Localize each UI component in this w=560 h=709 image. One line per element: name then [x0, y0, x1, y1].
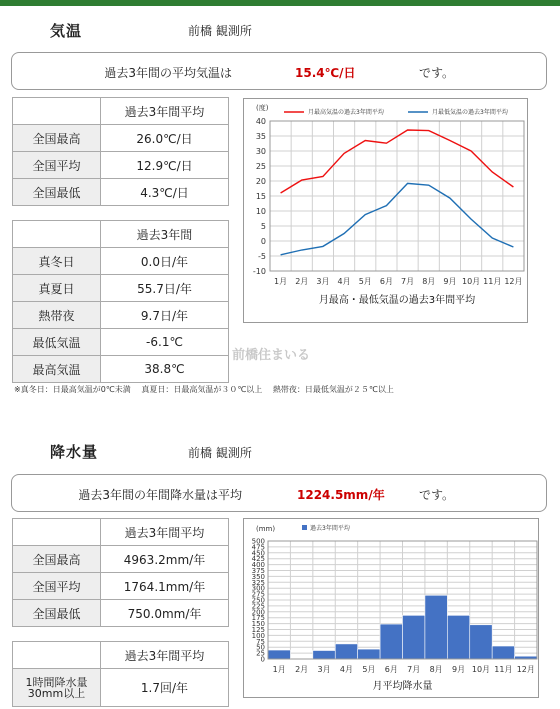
table-row-value: 1.7回/年	[101, 669, 229, 707]
bar	[425, 595, 447, 659]
x-tick-label: 6月	[379, 277, 393, 286]
bar	[335, 644, 357, 659]
x-tick-label: 8月	[422, 277, 436, 286]
y-tick-label: 10	[255, 207, 266, 216]
rainfall-bar-chart	[243, 518, 539, 698]
temperature-summary-value: 15.4℃/日	[295, 66, 356, 80]
y-tick-label: 325	[251, 578, 265, 587]
table-row-value: -6.1℃	[101, 329, 229, 356]
table-row-label: 全国平均	[13, 573, 101, 600]
legend-label: 月最高気温の過去3年間平均	[308, 109, 384, 116]
y-tick-label: 450	[251, 549, 265, 558]
table-row-value: 9.7日/年	[101, 302, 229, 329]
table-row-value: 1764.1mm/年	[101, 573, 229, 600]
bar	[313, 651, 335, 659]
temperature-footnote: ※真冬日：日最高気温が0℃未満 真夏日：日最高気温が３０℃以上 熱帯夜：日最低気温が２５℃以上	[14, 385, 394, 394]
rainfall-heavy-table	[12, 641, 229, 707]
x-tick-label: 3月	[317, 665, 331, 674]
y-tick-label: 500	[251, 537, 265, 546]
x-tick-label: 12月	[516, 665, 535, 674]
temperature-average-table-header: 過去3年間平均	[101, 98, 229, 125]
top-accent-bar	[0, 0, 560, 6]
temperature-summary-suffix: です。	[419, 66, 455, 80]
y-tick-label: 300	[251, 584, 265, 593]
y-tick-label: 425	[251, 555, 265, 564]
x-tick-label: 6月	[384, 665, 398, 674]
table-row-label: 真冬日	[13, 248, 101, 275]
x-tick-label: 8月	[429, 665, 443, 674]
y-tick-label: 100	[251, 631, 265, 640]
rainfall-summary-label: 過去3年間の年間降水量は平均	[78, 488, 242, 502]
rainfall-section-title: 降水量	[50, 443, 99, 461]
bar	[470, 625, 492, 659]
bar	[492, 646, 514, 659]
table-row-label: 全国最高	[13, 546, 101, 573]
y-tick-label: 150	[251, 620, 265, 629]
y-tick-label: 275	[251, 590, 265, 599]
x-tick-label: 2月	[295, 277, 309, 286]
table-row-value: 0.0日/年	[101, 248, 229, 275]
y-tick-label: 200	[251, 608, 265, 617]
y-tick-label: 375	[251, 567, 265, 575]
bar	[403, 615, 425, 659]
table-row-label: 全国平均	[13, 152, 101, 179]
y-tick-label: 50	[256, 643, 265, 652]
y-tick-label: 250	[251, 596, 265, 605]
table-row-value: 26.0℃/日	[101, 125, 229, 152]
table-row-label: 真夏日	[13, 275, 101, 302]
x-tick-label: 2月	[295, 665, 309, 674]
temperature-summary-label: 過去3年間の平均気温は	[104, 66, 232, 80]
table-row-value: 750.0mm/年	[101, 600, 229, 627]
x-tick-label: 10月	[461, 277, 481, 286]
x-tick-label: 12月	[504, 277, 523, 286]
table-row-value: 12.9℃/日	[101, 152, 229, 179]
y-tick-label: 30	[255, 147, 266, 156]
bar	[447, 615, 469, 659]
y-tick-label: -5	[258, 252, 266, 261]
rainfall-chart-svg	[244, 519, 540, 699]
y-tick-label: 15	[255, 192, 266, 201]
temperature-line-chart	[243, 98, 528, 323]
x-tick-label: 4月	[339, 665, 354, 674]
y-tick-label: 400	[251, 561, 265, 570]
y-tick-label: -10	[252, 267, 266, 276]
x-tick-label: 1月	[272, 665, 286, 674]
legend-swatch	[302, 525, 307, 530]
table-row-value: 4.3℃/日	[101, 179, 229, 206]
y-tick-label: 175	[251, 614, 265, 623]
x-tick-label: 3月	[316, 277, 330, 286]
x-tick-label: 5月	[362, 665, 376, 674]
y-tick-label: 350	[251, 572, 265, 581]
y-tick-label: 25	[255, 162, 266, 171]
x-tick-label: 9月	[443, 277, 457, 286]
temperature-section-title: 気温	[50, 22, 83, 40]
table-row-label: 熱帯夜	[13, 302, 101, 329]
y-axis-unit: (度)	[256, 104, 269, 112]
y-tick-label: 5	[260, 222, 266, 231]
y-tick-label: 35	[255, 132, 266, 141]
rainfall-heavy-table-header: 過去3年間平均	[101, 642, 229, 669]
y-tick-label: 75	[256, 637, 265, 646]
rainfall-average-table	[12, 518, 229, 627]
bar	[380, 624, 402, 659]
y-tick-label: 475	[251, 543, 265, 552]
y-tick-label: 0	[260, 655, 265, 664]
y-tick-label: 125	[251, 626, 265, 634]
chart-title: 月最高・最低気温の過去3年間平均	[318, 295, 476, 306]
x-tick-label: 11月	[483, 277, 502, 286]
table-row-label: 全国最低	[13, 179, 101, 206]
x-tick-label: 5月	[358, 277, 372, 286]
temperature-summary-box	[11, 52, 547, 90]
x-tick-label: 1月	[274, 277, 288, 286]
y-tick-label: 0	[260, 237, 266, 246]
temperature-days-table	[12, 220, 229, 383]
x-tick-label: 4月	[337, 277, 351, 286]
temperature-chart-svg	[244, 99, 529, 324]
table-row-label: 最高気温	[13, 356, 101, 383]
legend-label: 過去3年間平均	[310, 525, 350, 532]
x-tick-label: 9月	[451, 665, 466, 674]
table-row-label: 全国最低	[13, 600, 101, 627]
site-watermark: 前橋住まいる	[232, 348, 311, 363]
bar	[268, 650, 290, 659]
x-tick-label: 11月	[494, 665, 513, 674]
y-tick-label: 225	[251, 602, 265, 611]
table-row-label: 1時間降水量 30mm以上	[13, 669, 101, 707]
table-row-value: 38.8℃	[101, 356, 229, 383]
y-tick-label: 20	[255, 177, 266, 186]
y-tick-label: 40	[255, 117, 266, 126]
temperature-station-name: 前橋 観測所	[188, 24, 252, 38]
y-axis-unit: (mm)	[256, 525, 276, 533]
legend-label: 月最低気温の過去3年間平均	[432, 109, 508, 116]
table-row-value: 4963.2mm/年	[101, 546, 229, 573]
rainfall-summary-suffix: です。	[419, 488, 455, 502]
bar	[358, 649, 380, 659]
rainfall-summary-value: 1224.5mm/年	[297, 488, 385, 502]
rainfall-station-name: 前橋 観測所	[188, 446, 252, 460]
temperature-days-table-header: 過去3年間	[101, 221, 229, 248]
y-tick-label: 25	[256, 649, 265, 658]
x-tick-label: 7月	[401, 277, 415, 286]
rainfall-average-table-header: 過去3年間平均	[101, 519, 229, 546]
x-tick-label: 10月	[471, 665, 491, 674]
rainfall-summary-box	[11, 474, 547, 512]
temperature-average-table	[12, 97, 229, 206]
x-tick-label: 7月	[407, 665, 421, 674]
table-row-value: 55.7日/年	[101, 275, 229, 302]
table-row-label: 全国最高	[13, 125, 101, 152]
table-row-label: 最低気温	[13, 329, 101, 356]
chart-title: 月平均降水量	[372, 681, 433, 692]
